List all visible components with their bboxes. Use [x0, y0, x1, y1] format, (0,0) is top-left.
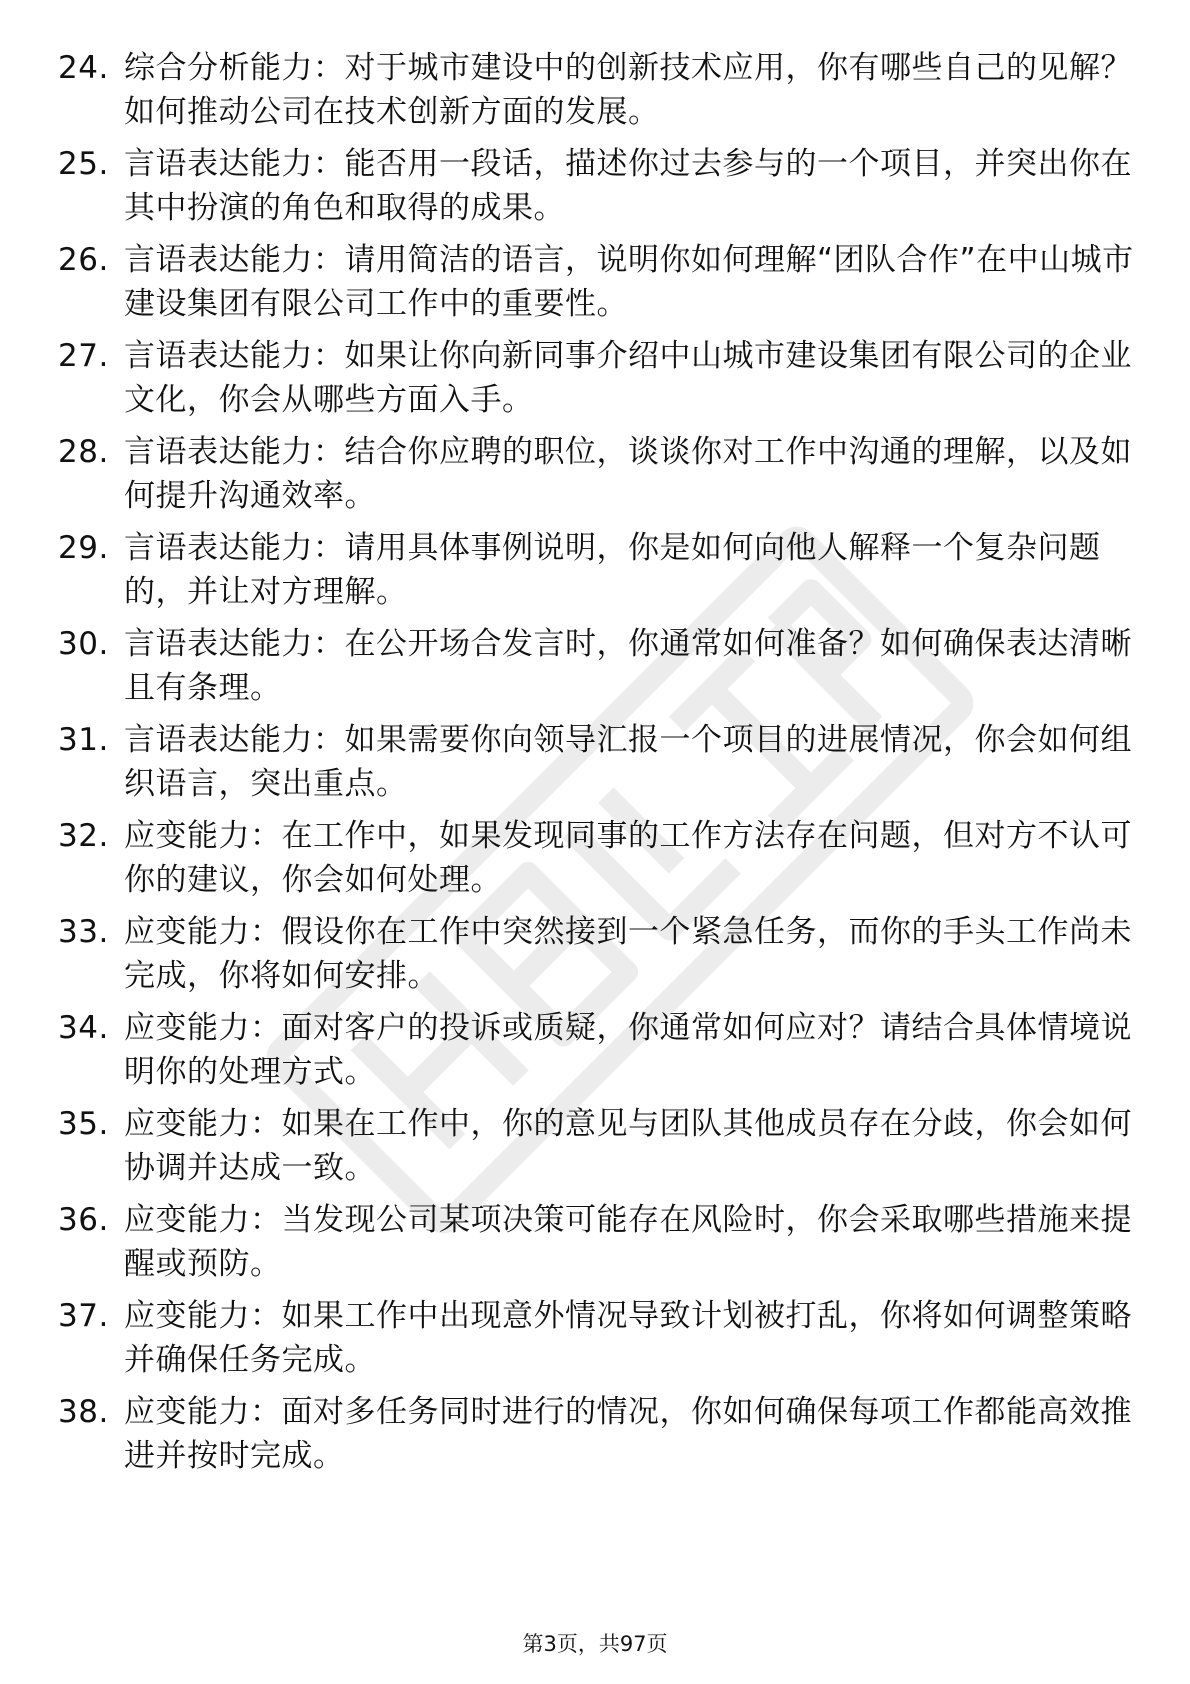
question-item [58, 1102, 1138, 1190]
question-number: 37. [58, 1298, 109, 1334]
question-item [58, 1198, 1138, 1286]
question-text: 应变能力：假设你在工作中突然接到一个紧急任务，而你的手头工作尚未完成，你将如何安排。 [124, 914, 1132, 994]
page-number: 第3页，共97页 [522, 1632, 668, 1656]
question-text: 应变能力：当发现公司某项决策可能存在风险时，你会采取哪些措施来提醒或预防。 [124, 1202, 1132, 1282]
question-item [58, 1390, 1138, 1478]
question-item [58, 46, 1138, 134]
question-item [58, 334, 1138, 422]
question-item [58, 1294, 1138, 1382]
question-number: 25. [58, 146, 109, 182]
question-item [58, 814, 1138, 902]
question-text: 言语表达能力：请用具体事例说明，你是如何向他人解释一个复杂问题的，并让对方理解。 [124, 530, 1101, 610]
question-text: 应变能力：如果在工作中，你的意见与团队其他成员存在分歧，你会如何协调并达成一致。 [124, 1106, 1132, 1186]
question-number: 30. [58, 626, 109, 662]
question-text: 言语表达能力：请用简洁的语言，说明你如何理解“团队合作”在中山城市建设集团有限公司工作中的重要性。 [124, 242, 1134, 322]
question-item [58, 1006, 1138, 1094]
question-number: 24. [58, 50, 109, 86]
question-number: 36. [58, 1202, 109, 1238]
question-text: 应变能力：在工作中，如果发现同事的工作方法存在问题，但对方不认可你的建议，你会如何处理。 [124, 818, 1132, 898]
question-list [58, 46, 1138, 1486]
question-item [58, 910, 1138, 998]
question-number: 31. [58, 722, 109, 758]
question-number: 33. [58, 914, 109, 950]
question-item [58, 430, 1138, 518]
question-item [58, 718, 1138, 806]
question-number: 34. [58, 1010, 109, 1046]
question-number: 29. [58, 530, 109, 566]
question-number: 28. [58, 434, 109, 470]
question-text: 综合分析能力：对于城市建设中的创新技术应用，你有哪些自己的见解？如何推动公司在技术创新方面的发展。 [124, 50, 1132, 130]
question-item [58, 526, 1138, 614]
question-text: 应变能力：面对客户的投诉或质疑，你通常如何应对？请结合具体情境说明你的处理方式。 [124, 1010, 1132, 1090]
question-text: 言语表达能力：在公开场合发言时，你通常如何准备？如何确保表达清晰且有条理。 [124, 626, 1132, 706]
question-number: 27. [58, 338, 109, 374]
question-item [58, 622, 1138, 710]
question-number: 26. [58, 242, 109, 278]
question-text: 言语表达能力：能否用一段话，描述你过去参与的一个项目，并突出你在其中扮演的角色和取得的成果。 [124, 146, 1132, 226]
question-item [58, 142, 1138, 230]
question-item [58, 238, 1138, 326]
question-number: 38. [58, 1394, 109, 1430]
question-text: 言语表达能力：如果让你向新同事介绍中山城市建设集团有限公司的企业文化，你会从哪些方面入手。 [124, 338, 1132, 418]
question-number: 35. [58, 1106, 109, 1142]
question-text: 应变能力：面对多任务同时进行的情况，你如何确保每项工作都能高效推进并按时完成。 [124, 1394, 1132, 1474]
question-text: 言语表达能力：如果需要你向领导汇报一个项目的进展情况，你会如何组织语言，突出重点。 [124, 722, 1132, 802]
question-number: 32. [58, 818, 109, 854]
question-text: 言语表达能力：结合你应聘的职位，谈谈你对工作中沟通的理解，以及如何提升沟通效率。 [124, 434, 1132, 514]
question-text: 应变能力：如果工作中出现意外情况导致计划被打乱，你将如何调整策略并确保任务完成。 [124, 1298, 1132, 1378]
